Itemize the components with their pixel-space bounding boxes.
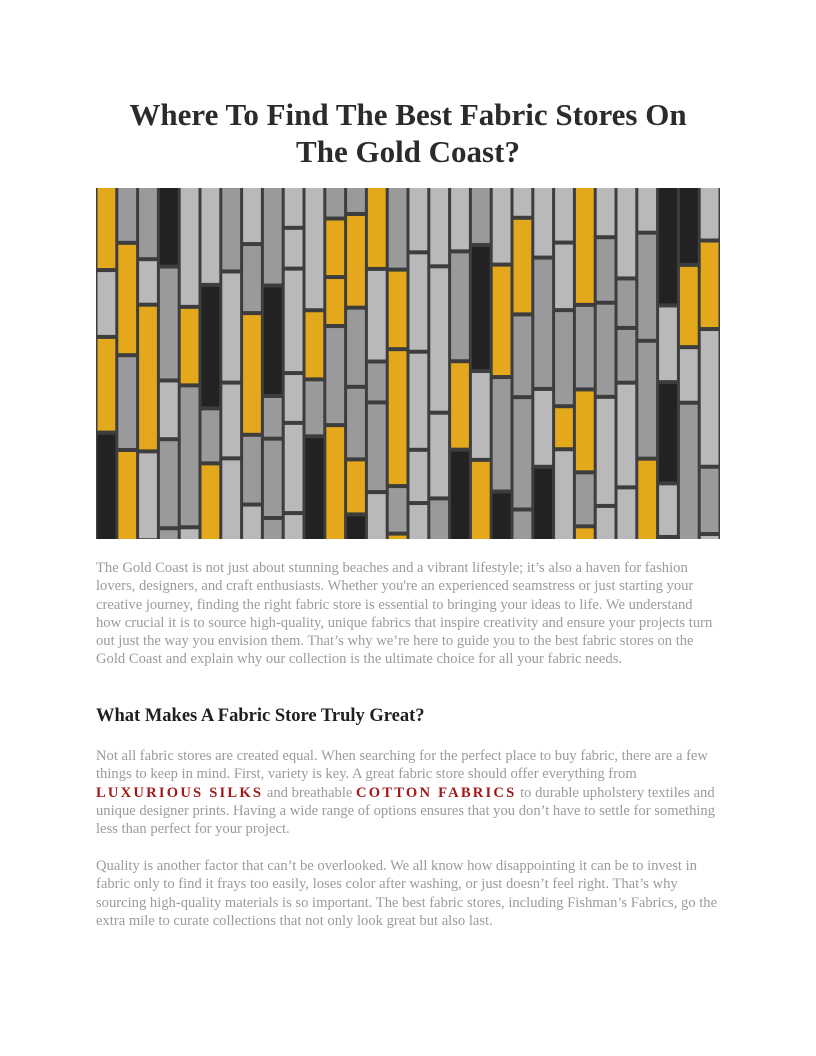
fabric-block [326, 188, 344, 216]
section-heading: What Makes A Fabric Store Truly Great? [96, 706, 425, 726]
fabric-block [410, 505, 428, 539]
fabric-block [347, 310, 365, 385]
fabric-block [680, 405, 698, 539]
variety-paragraph [96, 747, 720, 838]
fabric-block [597, 305, 615, 395]
fabric-block [139, 188, 157, 257]
fabric-block [202, 287, 220, 406]
fabric-block [181, 529, 199, 539]
fabric-block [243, 437, 261, 503]
fabric-block [181, 309, 199, 384]
fabric-block [243, 507, 261, 539]
fabric-block [555, 245, 573, 309]
fabric-block [222, 460, 240, 539]
cotton-fabrics-link[interactable]: COTTON FABRICS [356, 784, 517, 801]
fabric-block [701, 536, 719, 539]
fabric-block [576, 528, 594, 539]
fabric-block [576, 474, 594, 524]
fabric-block [347, 516, 365, 539]
fabric-block [555, 188, 573, 241]
fabric-block [368, 188, 386, 267]
fabric-block [118, 188, 136, 241]
fabric-block [701, 331, 719, 465]
fabric-block [139, 307, 157, 450]
fabric-block [597, 239, 615, 300]
fabric-block [389, 188, 407, 268]
fabric-block [243, 246, 261, 311]
fabric-block [222, 385, 240, 457]
fabric-block [534, 391, 552, 465]
fabric-block [493, 188, 511, 263]
fabric-block [326, 427, 344, 539]
fabric-block [306, 381, 324, 434]
fabric-block [368, 404, 386, 490]
fabric-block [202, 188, 220, 283]
fabric-block [618, 489, 636, 539]
variety-text-start: Not all fabric stores are created equal. When searching for the perfect place to buy fabric, there are a few things to keep in mind. First, variety is key. A great fabric store should offer everything from [96, 748, 708, 783]
fabric-block [368, 494, 386, 539]
fabric-block [98, 339, 116, 431]
fabric-block [264, 441, 282, 516]
fabric-block [181, 387, 199, 525]
fabric-block [160, 441, 178, 526]
fabric-block [430, 188, 448, 264]
fabric-block [285, 515, 303, 539]
fabric-block [472, 373, 490, 458]
fabric-block [451, 363, 469, 447]
fabric-block [202, 410, 220, 461]
intro-paragraph: The Gold Coast is not just about stunning beaches and a vibrant lifestyle; it’s also a haven for fashion lovers, designers, and craft enthusiasts. Whether you're an experienced seamstress or just starting your creative journey, finding the right fabric store is essential to bringing your ideas to life. We understand how crucial it is to source high-quality, unique fabrics that inspire creativity and ensure your projects turn out just the way you envision them. That’s why we’re here to guide you to the best fabric stores on the Gold Coast and explain why our collection is the ultimate choice for all your fabric needs. [96, 560, 713, 668]
fabric-block [576, 391, 594, 470]
fabric-block [534, 188, 552, 256]
fabric-block [285, 375, 303, 421]
fabric-block [451, 188, 469, 249]
fabric-block [493, 267, 511, 375]
fabric-block [368, 364, 386, 401]
fabric-block [389, 272, 407, 348]
fabric-block [472, 247, 490, 369]
fabric-block [680, 349, 698, 401]
variety-text-middle: and breathable [263, 784, 357, 801]
fabric-block [202, 465, 220, 539]
fabric-block [222, 273, 240, 380]
fabric-block [98, 435, 116, 539]
fabric-block [264, 288, 282, 394]
fabric-block [701, 469, 719, 532]
fabric-block [347, 461, 365, 512]
fabric-block [160, 188, 178, 265]
fabric-block [514, 511, 532, 539]
fabric-block [285, 230, 303, 267]
fabric-block [243, 315, 261, 433]
fabric-block [139, 453, 157, 538]
fabric-block [98, 188, 116, 268]
fabric-block [181, 188, 199, 305]
quality-paragraph: Quality is another factor that can’t be overlooked. We all know how disappointing it can be to invest in fabric only to find it frays too easily, loses color after washing, or just doesn’t feel right. That’s why sourcing high-quality materials is so important. The best fabric stores, including Fishman’s Fabrics, go the extra mile to curate collections that not only look great but also last. [96, 858, 718, 929]
fabric-block [659, 188, 677, 303]
fabric-block [701, 188, 719, 239]
fabric-block [326, 220, 344, 275]
fabric-block [514, 399, 532, 507]
fabric-block [701, 243, 719, 328]
fabric-block [555, 451, 573, 539]
fabric-block [160, 530, 178, 539]
fabric-block [410, 354, 428, 448]
fabric-block [285, 271, 303, 371]
fabric-block [410, 254, 428, 349]
fabric-block [597, 188, 615, 235]
fabric-block [430, 415, 448, 497]
fabric-block [285, 425, 303, 511]
fabric-block [326, 328, 344, 423]
title-line-1: Where To Find The Best Fabric Stores On [129, 97, 687, 132]
fabric-block [118, 452, 136, 539]
fabric-block [451, 452, 469, 539]
fabric-block [576, 188, 594, 303]
fabric-block [389, 351, 407, 484]
page-title [96, 96, 720, 170]
fabric-block [659, 485, 677, 535]
fabric-block [264, 398, 282, 437]
fabric-block [659, 384, 677, 481]
fabric-block [514, 220, 532, 313]
luxurious-silks-link[interactable]: LUXURIOUS SILKS [96, 784, 264, 801]
fabric-block [118, 357, 136, 448]
fabric-pattern-graphic [96, 188, 720, 539]
fabric-block [430, 500, 448, 539]
fabric-block [410, 188, 428, 250]
fabric-block [514, 316, 532, 395]
fabric-block [243, 188, 261, 242]
fabric-block [618, 188, 636, 276]
fabric-block [597, 399, 615, 504]
fabric-block [264, 188, 282, 284]
fabric-block [638, 235, 656, 339]
fabric-block [680, 188, 698, 263]
fabric-block [389, 536, 407, 539]
fabric-block [326, 279, 344, 324]
fabric-block [222, 188, 240, 269]
fabric-block [534, 469, 552, 539]
fabric-block [514, 188, 532, 216]
fabric-block [555, 408, 573, 447]
fabric-block [430, 268, 448, 410]
fabric-block [306, 438, 324, 539]
fabric-block [597, 508, 615, 539]
fabric-block [638, 461, 656, 539]
fabric-block [451, 253, 469, 359]
fabric-block [534, 260, 552, 387]
fabric-block [347, 389, 365, 458]
fabric-block [472, 188, 490, 243]
fabric-block [618, 280, 636, 325]
fabric-block [493, 379, 511, 489]
fabric-block [347, 216, 365, 306]
fabric-block [659, 307, 677, 380]
fabric-block [555, 312, 573, 404]
fabric-block [139, 261, 157, 303]
fabric-block [285, 188, 303, 226]
fabric-block [98, 272, 116, 335]
title-line-2: The Gold Coast? [296, 134, 520, 169]
fabric-block [618, 330, 636, 381]
fabric-block [638, 343, 656, 457]
fabric-block [264, 520, 282, 539]
fabric-block [306, 188, 324, 308]
fabric-block [160, 269, 178, 379]
fabric-block [618, 385, 636, 486]
variety-text-end: to durable upholstery textiles and unique designer prints. Having a wide range of options ensures that you don’t have to settle for something less than perfect for your project. [96, 784, 716, 838]
fabric-block [576, 307, 594, 388]
fabric-block [680, 267, 698, 345]
fabric-block [493, 494, 511, 539]
fabric-block [368, 271, 386, 360]
fabric-block [306, 312, 324, 377]
fabric-block [472, 462, 490, 539]
fabric-block [118, 245, 136, 353]
fabric-block [347, 188, 365, 212]
fabric-block [410, 452, 428, 501]
fabric-block [160, 382, 178, 437]
fabric-block [638, 188, 656, 231]
fabric-hero-image [96, 188, 720, 539]
fabric-block [389, 488, 407, 532]
